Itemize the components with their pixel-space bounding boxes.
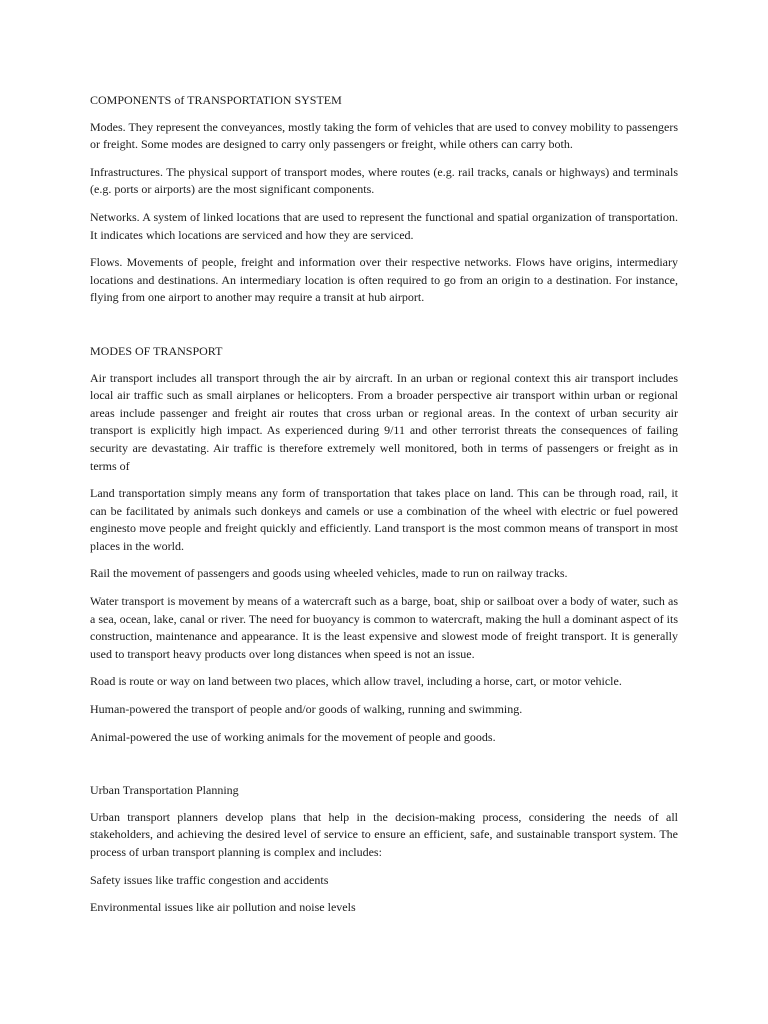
paragraph-human-powered: Human-powered the transport of people and/or goods of walking, running and swimming. (90, 702, 523, 717)
paragraph-safety-issues: Safety issues like traffic congestion and accidents (90, 872, 329, 887)
paragraph-infrastructures: Infrastructures. The physical support of transport modes, where routes (e.g. rail tracks, canals or highways) and terminals (e.g. ports or airports) are the most significant components. (90, 164, 678, 197)
paragraph-flows: Flows. Movements of people, freight and information over their respective networks. Flows have origins, intermediary locations and destinations. An intermediary location is often required to go from an origin to a destination. For instance, flying from one airport to another may require a transit at hub airport. (90, 255, 678, 305)
paragraph-road: Road is route or way on land between two places, which allow travel, including a horse, cart, or motor vehicle. (90, 674, 622, 689)
section-spacer (90, 317, 678, 343)
section-heading-urban-planning: Urban Transportation Planning (90, 783, 239, 798)
paragraph-air-transport: Air transport includes all transport through the air by aircraft. In an urban or regional context this air transport includes local air traffic such as small airplanes or helicopters. From a broader perspective air transport within urban or regional areas include passenger and freight air routes that cross urban or regional areas. In the context of urban security air transport is explicitly high impact. As experienced during 9/11 and other terrorist threats the consequences of failing security are devastating. Air traffic is therefore extremely well monitored, both in terms of passengers or freight as in terms of (90, 370, 678, 473)
paragraph-networks: Networks. A system of linked locations that are used to represent the functional and spatial organization of transportation. It indicates which locations are serviced and how they are serviced. (90, 209, 678, 242)
section-spacer (90, 756, 678, 782)
document-page (90, 92, 678, 927)
paragraph-environmental-issues: Environmental issues like air pollution and noise levels (90, 900, 356, 915)
paragraph-water-transport: Water transport is movement by means of a watercraft such as a barge, boat, ship or sailboat over a body of water, such as a sea, ocean, lake, canal or river. The need for buoyancy is common to watercraft, making the hull a dominant aspect of its construction, maintenance and appearance. It is the least expensive and slowest mode of freight transport. It is generally used to transport heavy products over long distances when speed is not an issue. (90, 594, 678, 661)
paragraph-urban-planners: Urban transport planners develop plans that help in the decision-making process, considering the needs of all stakeholders, and achieving the desired level of service to ensure an efficient, safe, and sustainable transport system. The process of urban transport planning is complex and includes: (90, 809, 678, 859)
section-heading-modes-of-transport: MODES OF TRANSPORT (90, 343, 223, 358)
paragraph-modes: Modes. They represent the conveyances, mostly taking the form of vehicles that are used to convey mobility to passengers or freight. Some modes are designed to carry only passengers or freight, while others can carry both. (90, 119, 678, 152)
paragraph-land-transportation: Land transportation simply means any form of transportation that takes place on land. This can be through road, rail, it can be facilitated by animals such donkeys and camels or use a combination of the wheel with electric or fuel powered enginesto move people and freight quickly and efficiently. Land transport is the most common means of transport in most places in the world. (90, 486, 678, 553)
section-heading-components: COMPONENTS of TRANSPORTATION SYSTEM (90, 93, 342, 107)
paragraph-animal-powered: Animal-powered the use of working animals for the movement of people and goods. (90, 729, 496, 744)
paragraph-rail: Rail the movement of passengers and goods using wheeled vehicles, made to run on railway tracks. (90, 566, 568, 581)
